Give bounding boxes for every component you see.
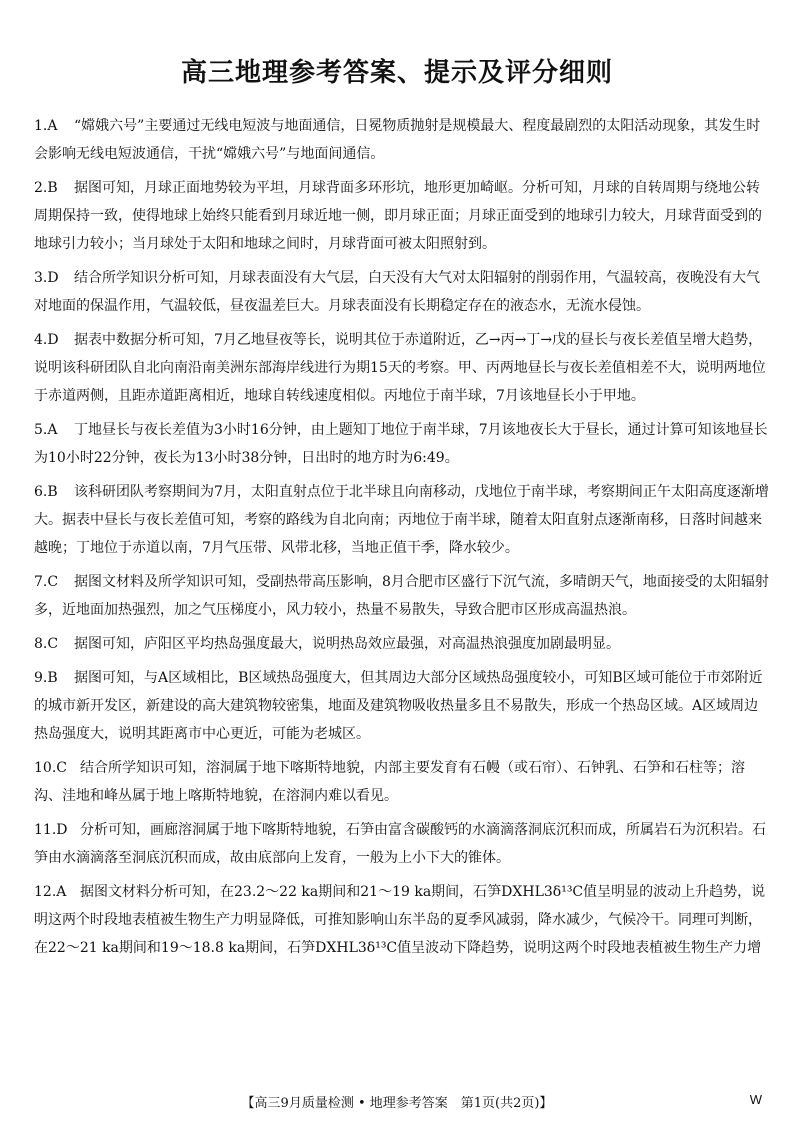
- answer-item: [34, 878, 770, 962]
- answer-item: [34, 664, 770, 748]
- answer-explanation: 结合所学知识分析可知，月球表面没有大气层，白天没有大气对太阳辐射的削弱作用，气温较高，夜晚没有大气对地面的保温作用，气温较低，昼夜温差巨大。月球表面没有长期稳定存在的液态水，无流水侵蚀。: [34, 270, 760, 314]
- answer-number: 8.C: [34, 636, 59, 652]
- answer-list: [34, 112, 770, 968]
- answer-explanation: 丁地昼长与夜长差值为3小时16分钟，由上题知丁地位于南半球，7月该地夜长大于昼长，通过计算可知该地昼长为10小时22分钟，夜长为13小时38分钟，日出时的地方时为6:49。: [34, 422, 768, 466]
- answer-item: [34, 816, 770, 872]
- answer-explanation: 结合所学知识可知，溶洞属于地下喀斯特地貌，内部主要发育有石幔（或石帘）、石钟乳、石笋和石柱等；溶沟、洼地和峰丛属于地上喀斯特地貌，在溶洞内难以看见。: [34, 760, 745, 804]
- answer-item: [34, 264, 770, 320]
- answer-explanation: 分析可知，画廊溶洞属于地下喀斯特地貌，石笋由富含碳酸钙的水滴滴落洞底沉积而成，所属岩石为沉积岩。石笋由水滴滴落至洞底沉积而成，故由底部向上发育，一般为上小下大的锥体。: [34, 822, 766, 866]
- answer-number: 3.D: [34, 270, 59, 286]
- answer-explanation: 据图可知，与A区域相比，B区域热岛强度大，但其周边大部分区域热岛强度较小，可知B区域可能位于市郊附近的城市新开发区，新建设的高大建筑物较密集，地面及建筑物吸收热量多且不易散失，形成一个热岛区域。A区域周边热岛强度大，说明其距离市中心更近，可能为老城区。: [34, 670, 763, 742]
- answer-explanation: 该科研团队考察期间为7月，太阳直射点位于北半球且向南移动，戊地位于南半球，考察期间正午太阳高度逐渐增大。据表中昼长与夜长差值可知，考察的路线为自北向南；丙地位于南半球，随着太阳直射点逐渐南移，日落时间越来越晚；丁地位于赤道以南，7月气压带、风带北移，当地正值干季，降水较少。: [34, 484, 769, 556]
- answer-item: [34, 630, 770, 658]
- answer-explanation: 据图文材料及所学知识可知，受副热带高压影响，8月合肥市区盛行下沉气流，多晴朗天气，地面接受的太阳辐射多，近地面加热强烈，加之气压梯度小，风力较小，热量不易散失，导致合肥市区形成高温热浪。: [34, 574, 769, 618]
- answer-number: 11.D: [34, 822, 68, 838]
- answer-number: 1.A: [34, 118, 58, 134]
- answer-number: 7.C: [34, 574, 59, 590]
- answer-number: 2.B: [34, 180, 58, 196]
- answer-number: 5.A: [34, 422, 58, 438]
- answer-explanation: 据图可知，庐阳区平均热岛强度最大，说明热岛效应最强，对高温热浪强度加剧最明显。: [74, 636, 620, 652]
- answer-explanation: 据表中数据分析可知，7月乙地昼夜等长，说明其位于赤道附近，乙→丙→丁→戊的昼长与夜长差值呈增大趋势，说明该科研团队自北向南沿南美洲东部海岸线进行为期15天的考察。甲、丙两地昼长与夜长差值相差不大，说明两地位于赤道两侧，且距赤道距离相近，地球自转线速度相似。丙地位于南半球，7月该地昼长小于甲地。: [34, 332, 766, 404]
- answer-item: [34, 112, 770, 168]
- page-footer: 【高三9月质量检测 • 地理参考答案 第1页(共2页)】: [241, 1096, 553, 1111]
- answer-item: [34, 174, 770, 258]
- answer-number: 12.A: [34, 884, 67, 900]
- footer-mark: W: [749, 1092, 762, 1107]
- answer-item: [34, 754, 770, 810]
- answer-item: [34, 478, 770, 562]
- answer-explanation: “嫦娥六号”主要通过无线电短波与地面通信，日冕物质抛射是规模最大、程度最剧烈的太阳活动现象，其发生时会影响无线电短波通信，干扰“嫦娥六号”与地面间通信。: [34, 118, 761, 162]
- answer-number: 9.B: [34, 670, 58, 686]
- answer-explanation: 据图文材料分析可知，在23.2～22 ka期间和21～19 ka期间，石笋DXHL3δ¹³C值呈明显的波动上升趋势，说明这两个时段地表植被生物生产力明显降低，可推知影响山东半岛的夏季风减弱，降水减少，气候冷干。同理可判断，在22～21 ka期间和19～18.8 ka期间，石笋DXHL3δ¹³C值呈波动下降趋势，说明这两个时段地表植被生物生产力增: [34, 884, 766, 956]
- answer-number: 4.D: [34, 332, 59, 348]
- answer-explanation: 据图可知，月球正面地势较为平坦，月球背面多环形坑，地形更加崎岖。分析可知，月球的自转周期与绕地公转周期保持一致，使得地球上始终只能看到月球近地一侧，即月球正面；月球正面受到的地球引力较大，月球背面受到的地球引力较小；当月球处于太阳和地球之间时，月球背面可被太阳照射到。: [34, 180, 762, 252]
- page-title: 高三地理参考答案、提示及评分细则: [180, 58, 613, 88]
- answer-item: [34, 326, 770, 410]
- answer-number: 6.B: [34, 484, 58, 500]
- answer-number: 10.C: [34, 760, 67, 776]
- answer-item: [34, 568, 770, 624]
- answer-item: [34, 416, 770, 472]
